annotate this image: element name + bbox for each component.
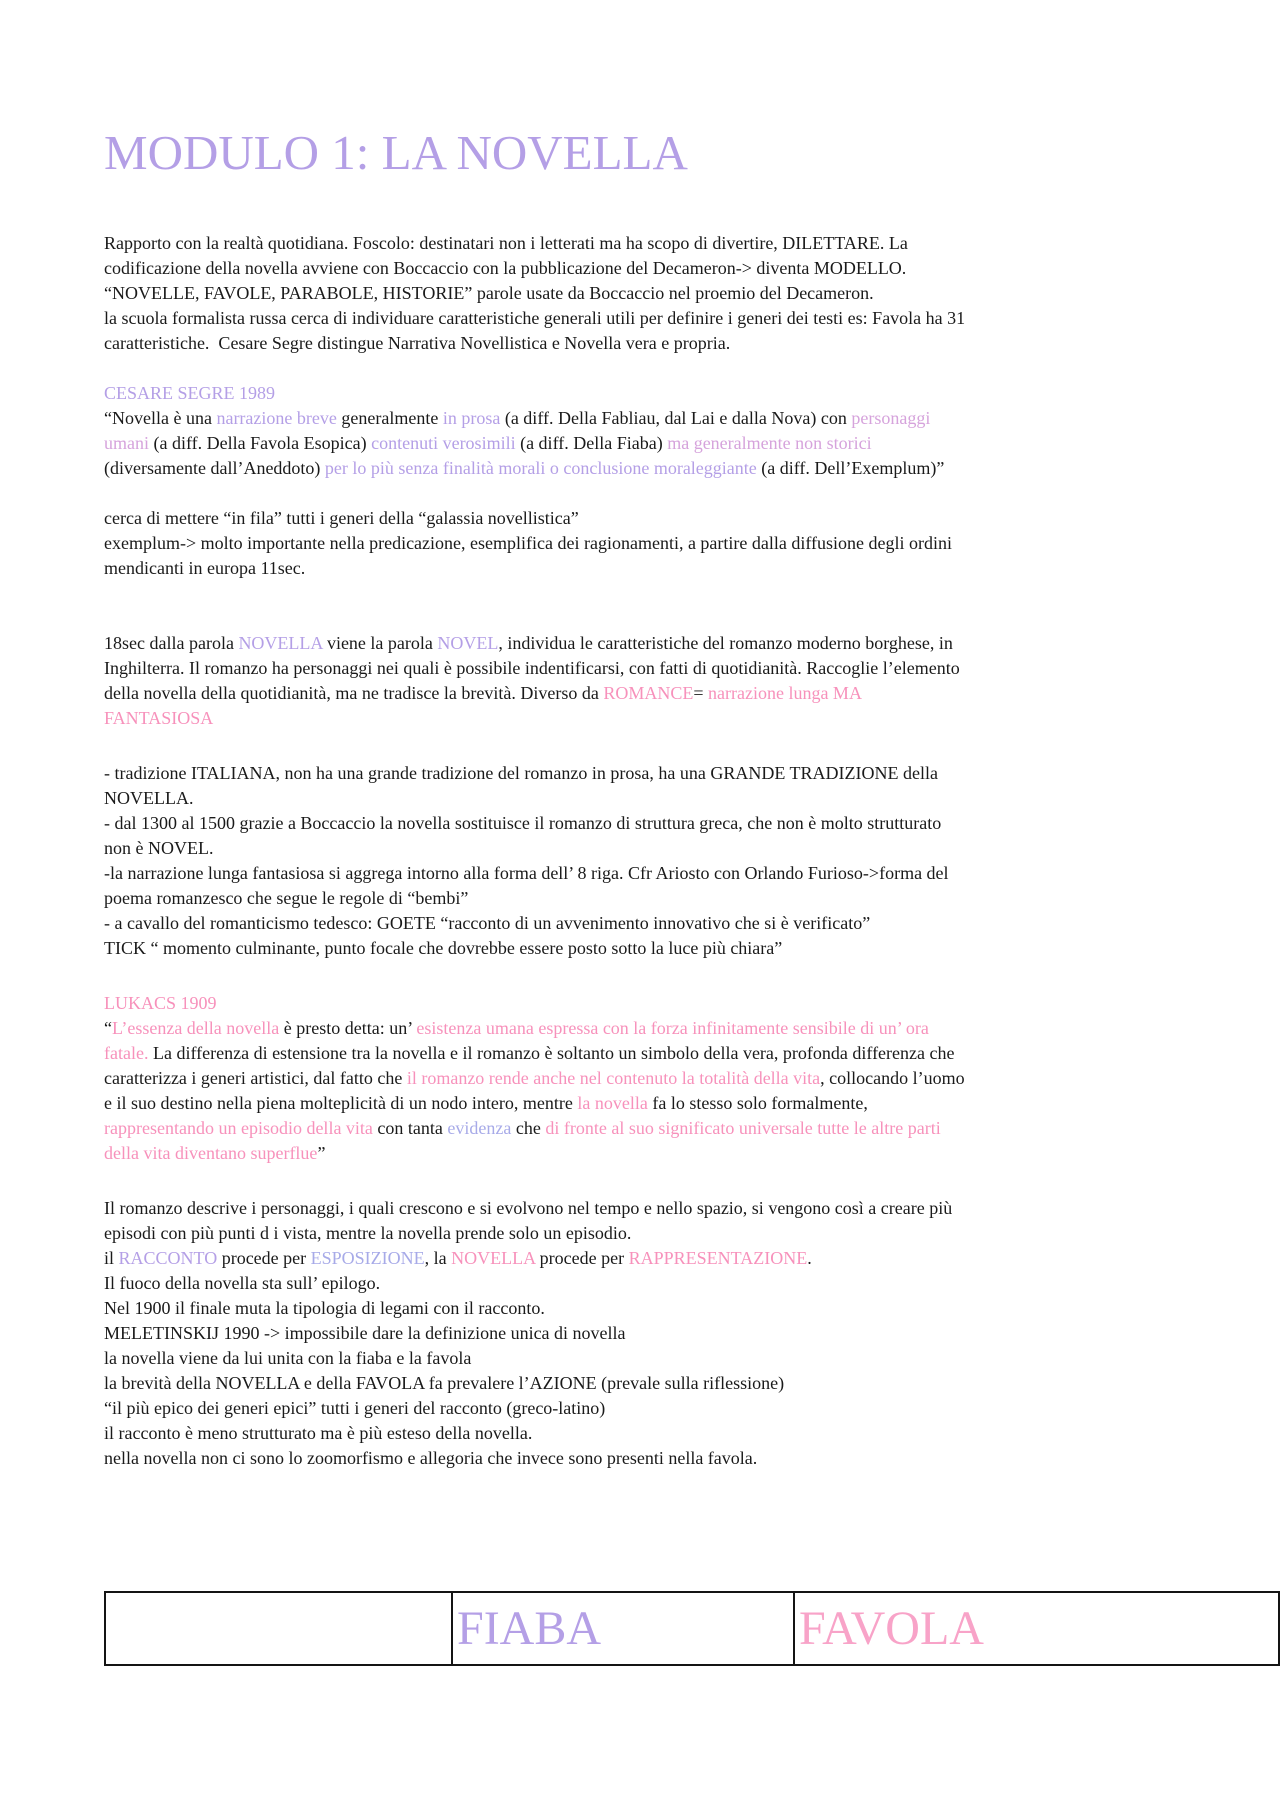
text-run: procede per <box>535 1248 629 1268</box>
text-run: contenuti verosimili <box>371 433 516 453</box>
text-run: evidenza <box>447 1118 512 1138</box>
text-run: codificazione della novella avviene con Boccaccio con la pubblicazione del Decameron-> diventa MODELLO. <box>104 258 907 278</box>
text-run: la scuola formalista russa cerca di individuare caratteristiche generali utili per definire i generi dei testi es: Favola ha 31 <box>104 308 966 328</box>
text-run: narrazione lunga MA <box>708 683 862 703</box>
text-run: ESPOSIZIONE <box>310 1248 425 1268</box>
text-line <box>104 381 1176 406</box>
comparison-table <box>104 1591 1280 1666</box>
text-run: in prosa <box>442 408 501 428</box>
text-line <box>104 1196 1176 1221</box>
text-run: episodi con più punti d i vista, mentre la novella prende solo un episodio. <box>104 1223 632 1243</box>
text-run: - dal 1300 al 1500 grazie a Boccaccio la novella sostituisce il romanzo di struttura greca, che non è molto strutturato <box>104 813 942 833</box>
text-line <box>104 1446 1176 1471</box>
text-run: Il romanzo descrive i personaggi, i quali crescono e si evolvono nel tempo e nello spazio, si vengono così a creare più <box>104 1198 953 1218</box>
text-run: -la narrazione lunga fantasiosa si aggrega intorno alla forma dell’ 8 riga. Cfr Ariosto con Orlando Furioso->forma del <box>104 863 949 883</box>
text-run: 18sec dalla parola <box>104 633 239 653</box>
text-run: . <box>807 1248 812 1268</box>
lukacs-quote <box>104 1016 1176 1166</box>
text-line <box>104 456 1176 481</box>
text-line <box>104 861 1176 886</box>
text-run: rappresentando un episodio della vita <box>104 1118 373 1138</box>
table-cell-empty <box>106 1593 451 1664</box>
text-run: caratterizza i generi artistici, dal fatto che <box>104 1068 407 1088</box>
text-run: della novella della quotidianità, ma ne tradisce la brevità. Diverso da <box>104 683 604 703</box>
text-line <box>104 786 1176 811</box>
text-run: (a diff. Della Fiaba) <box>515 433 668 453</box>
text-run: RAPPRESENTAZIONE <box>628 1248 808 1268</box>
text-line <box>104 1091 1176 1116</box>
text-line <box>104 1041 1176 1066</box>
text-line <box>104 631 1176 656</box>
text-run: MELETINSKIJ 1990 -> impossibile dare la definizione unica di novella <box>104 1323 626 1343</box>
text-line <box>104 556 1176 581</box>
galassia-paragraph <box>104 506 1176 581</box>
document-body <box>104 231 1176 1471</box>
text-run: narrazione breve <box>216 408 337 428</box>
text-line <box>104 1271 1176 1296</box>
text-run: L’essenza della novella <box>112 1018 280 1038</box>
text-run: procede per <box>217 1248 311 1268</box>
page-title: MODULO 1: LA NOVELLA <box>104 125 688 180</box>
text-run: esistenza umana espressa con la forza infinitamente sensibile di un’ ora <box>416 1018 929 1038</box>
text-line <box>104 1141 1176 1166</box>
text-run: (diversamente dall’Aneddoto) <box>104 458 325 478</box>
text-line <box>104 1221 1176 1246</box>
table-cell-favola: FAVOLA <box>793 1593 1278 1664</box>
text-run: NOVELLA <box>451 1248 536 1268</box>
text-run: con tanta <box>372 1118 448 1138</box>
lukacs-heading <box>104 991 1176 1016</box>
table-cell-fiaba: FIABA <box>451 1593 793 1664</box>
text-line <box>104 1371 1176 1396</box>
text-line <box>104 1346 1176 1371</box>
text-run: = <box>693 683 708 703</box>
text-run: , individua le caratteristiche del romanzo moderno borghese, in <box>498 633 953 653</box>
text-line <box>104 811 1176 836</box>
text-run: La differenza di estensione tra la novella e il romanzo è soltanto un simbolo della vera, profonda differenza che <box>148 1043 955 1063</box>
tradizione-list <box>104 761 1176 961</box>
text-run: (a diff. Della Favola Esopica) <box>149 433 372 453</box>
text-run: (a diff. Dell’Exemplum)” <box>756 458 945 478</box>
text-run: non è NOVEL. <box>104 838 214 858</box>
text-run: Rapporto con la realtà quotidiana. Foscolo: destinatari non i letterati ma ha scopo di divertire, DILETTARE. La <box>104 233 908 253</box>
text-line <box>104 761 1176 786</box>
text-line <box>104 1066 1176 1091</box>
text-line <box>104 886 1176 911</box>
text-run: generalmente <box>336 408 443 428</box>
text-run: fa lo stesso solo formalmente, <box>647 1093 868 1113</box>
text-run: Nel 1900 il finale muta la tipologia di legami con il racconto. <box>104 1298 545 1318</box>
text-run: ” <box>317 1143 326 1163</box>
text-run: NOVEL <box>437 633 499 653</box>
text-run: cerca di mettere “in fila” tutti i generi della “galassia novellistica” <box>104 508 579 528</box>
text-run: fatale. <box>104 1043 149 1063</box>
text-run: Il fuoco della novella sta sull’ epilogo. <box>104 1273 381 1293</box>
text-run: NOVELLA. <box>104 788 194 808</box>
text-line <box>104 281 1176 306</box>
text-line <box>104 991 1176 1016</box>
text-run: Inghilterra. Il romanzo ha personaggi nei quali è possibile indentificarsi, con fatti di quotidianità. Raccoglie l’elemento <box>104 658 960 678</box>
text-run: RACCONTO <box>118 1248 218 1268</box>
text-line <box>104 1421 1176 1446</box>
text-run: “ <box>104 1018 112 1038</box>
text-line <box>104 1016 1176 1041</box>
text-run: LUKACS 1909 <box>104 993 217 1013</box>
text-line <box>104 331 1176 356</box>
text-run: di fronte al suo significato universale tutte le altre parti <box>545 1118 941 1138</box>
text-run: mendicanti in europa 11sec. <box>104 558 306 578</box>
text-run: nella novella non ci sono lo zoomorfismo e allegoria che invece sono presenti nella favola. <box>104 1448 758 1468</box>
text-line <box>104 1116 1176 1141</box>
text-line <box>104 231 1176 256</box>
text-run: NOVELLA <box>238 633 323 653</box>
text-line <box>104 911 1176 936</box>
text-run: umani <box>104 433 149 453</box>
text-line <box>104 681 1176 706</box>
intro-paragraph <box>104 231 1176 356</box>
text-run: la novella <box>577 1093 648 1113</box>
text-line <box>104 1246 1176 1271</box>
text-run: “NOVELLE, FAVOLE, PARABOLE, HISTORIE” parole usate da Boccaccio nel proemio del Decameron. <box>104 283 874 303</box>
text-line <box>104 431 1176 456</box>
text-line <box>104 706 1176 731</box>
text-run: CESARE SEGRE 1989 <box>104 383 276 403</box>
text-line <box>104 406 1176 431</box>
segre-heading <box>104 381 1176 406</box>
text-run: - a cavallo del romanticismo tedesco: GOETE “racconto di un avvenimento innovativo che si è verificato” <box>104 913 871 933</box>
text-line <box>104 836 1176 861</box>
text-run: “il più epico dei generi epici” tutti i generi del racconto (greco-latino) <box>104 1398 606 1418</box>
text-run: e il suo destino nella piena molteplicità di un nodo intero, mentre <box>104 1093 578 1113</box>
text-run: per lo più senza finalità morali o conclusione moraleggiante <box>324 458 757 478</box>
text-line <box>104 1296 1176 1321</box>
text-run: la novella viene da lui unita con la fiaba e la favola <box>104 1348 472 1368</box>
text-line <box>104 656 1176 681</box>
text-line <box>104 256 1176 281</box>
text-run: il racconto è meno strutturato ma è più esteso della novella. <box>104 1423 533 1443</box>
text-run: - tradizione ITALIANA, non ha una grande tradizione del romanzo in prosa, ha una GRANDE TRADIZIONE della <box>104 763 938 783</box>
text-run: (a diff. Della Fabliau, dal Lai e dalla Nova) con <box>500 408 852 428</box>
text-run: poema romanzesco che segue le regole di “bembi” <box>104 888 469 908</box>
text-run: “Novella è una <box>104 408 217 428</box>
text-run: che <box>511 1118 546 1138</box>
text-line <box>104 506 1176 531</box>
text-line <box>104 936 1176 961</box>
text-line <box>104 1396 1176 1421</box>
text-run: è presto detta: un’ <box>279 1018 417 1038</box>
text-run: , la <box>424 1248 452 1268</box>
text-run: viene la parola <box>322 633 438 653</box>
text-line <box>104 531 1176 556</box>
text-run: TICK “ momento culminante, punto focale che dovrebbe essere posto sotto la luce più chiara” <box>104 938 783 958</box>
text-run: caratteristiche. Cesare Segre distingue Narrativa Novellistica e Novella vera e propria. <box>104 333 731 353</box>
text-run: FANTASIOSA <box>104 708 214 728</box>
text-run: , collocando l’uomo <box>820 1068 965 1088</box>
text-run: il <box>104 1248 119 1268</box>
conclusion-paragraph <box>104 1196 1176 1471</box>
text-run: ROMANCE <box>603 683 694 703</box>
text-run: la brevità della NOVELLA e della FAVOLA fa prevalere l’AZIONE (prevale sulla riflessione) <box>104 1373 785 1393</box>
text-run: della vita diventano superflue <box>104 1143 318 1163</box>
novel-paragraph <box>104 631 1176 731</box>
text-run: exemplum-> molto importante nella predicazione, esemplifica dei ragionamenti, a partire dalla diffusione degli ordini <box>104 533 953 553</box>
segre-quote <box>104 406 1176 481</box>
text-line <box>104 1321 1176 1346</box>
text-run: il romanzo rende anche nel contenuto la totalità della vita <box>406 1068 821 1088</box>
text-run: ma generalmente non storici <box>667 433 872 453</box>
text-line <box>104 306 1176 331</box>
text-run: personaggi <box>851 408 931 428</box>
